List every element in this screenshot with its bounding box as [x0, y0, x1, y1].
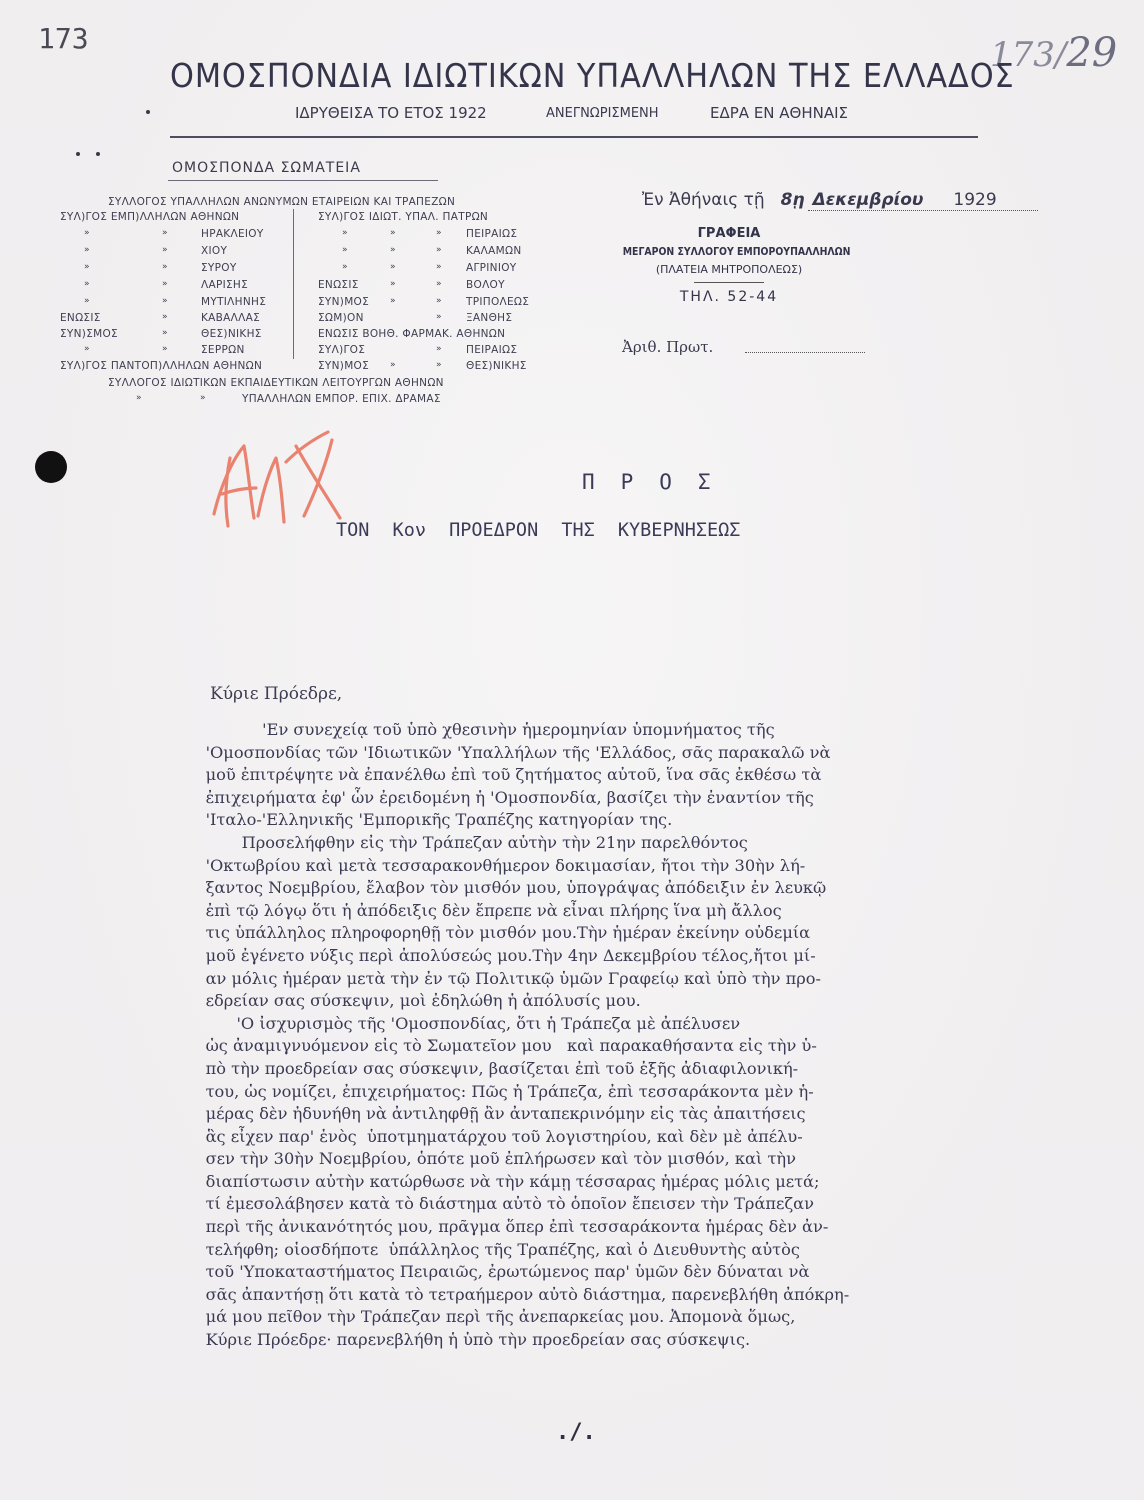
- union-right-1-mark3: »: [436, 228, 442, 238]
- unions-bottom-2: ΥΠΑΛΛΗΛΩΝ ΕΜΠΟΡ. ΕΠΙΧ. ΔΡΑΜΑΣ: [242, 393, 441, 405]
- body-line: τί ἐμεσολάβησεν κατὰ τὸ διάστημα αὐτὸ τὸ ὁποῖον ἔπεισεν τὴν Τράπεζαν: [185, 1194, 814, 1214]
- body-line: πὸ τὴν προεδρείαν σας σύσκεψιν, βασίζεται ἐπὶ τοῦ ἑξῆς ἀδιαφιλονική-: [185, 1058, 799, 1078]
- union-right-3-mark3: »: [436, 262, 442, 272]
- unions-bottom-1: ΣΥΛΛΟΓΟΣ ΙΔΙΩΤΙΚΩΝ ΕΚΠΑΙΔΕΥΤΙΚΩΝ ΛΕΙΤΟΥΡΓΩΝ ΑΘΗΝΩΝ: [108, 377, 444, 389]
- unions-divider: [293, 209, 294, 359]
- body-line: περὶ τῆς ἀνικανότητός μου, πρᾶγμα ὅπερ ἐπὶ τεσσαράκοντα ἡμέρας δὲν ἀν-: [185, 1217, 829, 1237]
- union-right-8-a: ΣΥΛ)ΓΟΣ: [318, 344, 366, 356]
- ink-dot: [146, 110, 150, 114]
- body-line: Προσελήφθην εἰς τὴν Τράπεζαν αὐτὴν τὴν 21ην παρελθόντος: [185, 832, 748, 852]
- body-line: τοῦ 'Υποκαταστήματος Πειραιῶς, ἐρωτώμενος παρ' ὑμῶν δὲν δύναται νὰ: [185, 1262, 810, 1282]
- union-left-5: ΜΥΤΙΛΗΝΗΣ: [201, 296, 267, 308]
- union-left-7: ΘΕΣ)ΝΙΚΗΣ: [201, 328, 262, 340]
- body-line: μοῦ ἐπιτρέψητε νὰ ἐπανέλθω ἐπὶ τοῦ ζητήματος αὐτοῦ, ἵνα σᾶς ἐκθέσω τὰ: [185, 765, 822, 785]
- union-left-1-mark: »: [84, 228, 90, 238]
- union-right-1-mark: »: [342, 228, 348, 238]
- body-line: ξαντος Νοεμβρίου, ἔλαβον τὸν μισθόν μου, ὑπογράψας ἀπόδειξιν ἐν λευκῷ: [185, 878, 827, 898]
- union-right-0: ΣΥΛ)ΓΟΣ ΙΔΙΩΤ. ΥΠΑΛ. ΠΑΤΡΩΝ: [318, 211, 489, 223]
- union-right-8: ΠΕΙΡΑΙΩΣ: [466, 344, 518, 356]
- recognized-text: ΑΝΕΓΝΩΡΙΣΜΕΝΗ: [546, 106, 659, 121]
- union-left-2-mark: »: [84, 245, 90, 255]
- body-line: μοῦ ἐγένετο νύξις περὶ ἀπολύσεώς μου.Τὴν 4ην Δεκεμβρίου τέλος,ἤτοι μί-: [185, 945, 816, 965]
- union-right-6: ΞΑΝΘΗΣ: [466, 312, 513, 324]
- body-line: εδρείαν σας σύσκεψιν, μοὶ ἐδηλώθη ἡ ἀπόλυσίς μου.: [185, 991, 641, 1011]
- body-line: ὡς ἀναμιγνυόμενον εἰς τὸ Σωματεῖον μου καὶ παρακαθήσαντα εἰς τὴν ὑ-: [185, 1036, 817, 1056]
- union-left-7-a: ΣΥΝ)ΣΜΟΣ: [60, 328, 118, 340]
- body-line: διαπίστωσιν αὐτὴν κατώρθωσε νὰ τὴν κάμῃ τέσσαρας ἡμέρας μόλις μετά;: [185, 1171, 820, 1191]
- union-left-3: ΣΥΡΟΥ: [201, 262, 237, 274]
- unions-bottom-mark: »: [136, 393, 142, 403]
- body-line: αν μόλις ἡμέραν μετὰ τὴν ἐν τῷ Πολιτικῷ ὑμῶν Γραφείῳ καὶ ὑπὸ τὴν προ-: [185, 968, 821, 988]
- body-line: σεν τὴν 30ὴν Νοεμβρίου, ὁπότε μοῦ ἐπλήρωσεν καὶ τὸν μισθόν, καὶ τὴν: [185, 1149, 796, 1169]
- union-right-4-a: ΕΝΩΣΙΣ: [318, 279, 359, 291]
- dateline-day: 8ῃ: [780, 190, 805, 210]
- unions-top-line: ΣΥΛΛΟΓΟΣ ΥΠΑΛΛΗΛΩΝ ΑΝΩΝΥΜΩΝ ΕΤΑΙΡΕΙΩΝ ΚΑΙ ΤΡΑΠΕΖΩΝ: [108, 196, 456, 208]
- unions-rule: [168, 180, 438, 181]
- body-line: Κύριε Πρόεδρε· παρενεβλήθη ἡ ὑπὸ τὴν προεδρείαν σας σύσκεψις.: [185, 1330, 751, 1350]
- organization-title: ΟΜΟΣΠΟΝΔΙΑ ΙΔΙΩΤΙΚΩΝ ΥΠΑΛΛΗΛΩΝ ΤΗΣ ΕΛΛΑΔΟΣ: [170, 56, 1015, 95]
- offices-building: ΜΕΓΑΡΟΝ ΣΥΛΛΟΓΟΥ ΕΜΠΟΡΟΥΠΑΛΛΗΛΩΝ: [622, 245, 851, 258]
- union-right-2-mark2: »: [390, 245, 396, 255]
- union-left-0: ΣΥΛ)ΓΟΣ ΕΜΠ)ΛΛΗΛΩΝ ΑΘΗΝΩΝ: [60, 211, 240, 223]
- union-left-5-mark2: »: [162, 296, 168, 306]
- union-left-4-mark: »: [84, 279, 90, 289]
- union-left-8-mark2: »: [162, 344, 168, 354]
- body-line: ἃς εἶχεν παρ' ἑνὸς ὑποτμηματάρχου τοῦ λογιστηρίου, καὶ δὲν μὲ ἀπέλυ-: [185, 1126, 803, 1146]
- body-line: ἐπιχειρήματα ἐφ' ὧν ἐρειδομένη ἡ 'Ομοσπονδία, βασίζει τὴν ἐναντίον τῆς: [185, 787, 814, 807]
- protocol-dotted-line: [745, 352, 865, 354]
- dateline-prefix: Ἐν Ἀθήναις τῇ: [642, 190, 765, 210]
- founded-text: ΙΔΡΥΘΕΙΣΑ ΤΟ ΕΤΟΣ 1922: [295, 104, 487, 122]
- dateline-month: Δεκεμβρίου: [812, 190, 924, 210]
- union-right-5: ΤΡΙΠΟΛΕΩΣ: [466, 296, 530, 308]
- dateline-dotted-line: [808, 210, 1038, 212]
- union-right-3: ΑΓΡΙΝΙΟΥ: [466, 262, 517, 274]
- body-line: μέρας δὲν ἠδυνήθη νὰ ἀντιληφθῇ ἂν ἀνταπεκρινόμην εἰς τὰς ἀπαιτήσεις: [185, 1104, 806, 1124]
- union-left-7-mark: »: [162, 328, 168, 338]
- body-line: μά μου πεῖθον τὴν Τράπεζαν περὶ τῆς ἀνεπαρκείας μου. Ἀπομονὰ ὅμως,: [185, 1307, 796, 1327]
- union-left-2-mark2: »: [162, 245, 168, 255]
- unions-heading: ΟΜΟΣΠΟΝΔΑ ΣΩΜΑΤΕΙΑ: [172, 160, 361, 176]
- union-left-2: ΧΙΟΥ: [201, 245, 228, 257]
- union-left-6-a: ΕΝΩΣΙΣ: [60, 312, 101, 324]
- union-left-6: ΚΑΒΑΛΛΑΣ: [201, 312, 261, 324]
- body-line: τελήφθη; οἱοσδήποτε ὑπάλληλος τῆς Τραπέζης, καὶ ὁ Διευθυντὴς αὐτὸς: [185, 1239, 800, 1259]
- seat-text: ΕΔΡΑ ΕΝ ΑΘΗΝΑΙΣ: [710, 104, 849, 122]
- letter-body: [185, 720, 1130, 1353]
- body-line: 'Οκτωβρίου καὶ μετὰ τεσσαρακονθήμερον δοκιμασίαν, ἤτοι τὴν 30ὴν λή-: [185, 855, 806, 875]
- union-right-6-mark: »: [436, 312, 442, 322]
- union-right-9-a: ΣΥΝ)ΜΟΣ: [318, 360, 370, 372]
- union-right-4-mark2: »: [436, 279, 442, 289]
- union-left-9: ΣΥΛ)ΓΟΣ ΠΑΝΤΟΠ)ΛΛΗΛΩΝ ΑΘΗΝΩΝ: [60, 360, 263, 372]
- dateline-year: 1929: [953, 190, 997, 210]
- ink-dot: [76, 152, 80, 156]
- union-right-2: ΚΑΛΑΜΩΝ: [466, 245, 522, 257]
- union-right-1-mark2: »: [390, 228, 396, 238]
- union-right-5-mark2: »: [436, 296, 442, 306]
- union-right-9: ΘΕΣ)ΝΙΚΗΣ: [466, 360, 527, 372]
- body-line: ἐπὶ τῷ λόγῳ ὅτι ἡ ἀπόδειξις δὲν ἔπρεπε νὰ εἶναι πλήρης ἵνα μὴ ἄλλος: [185, 900, 782, 920]
- addressee-pros: ΠΡΟΣ: [582, 470, 737, 494]
- union-right-1: ΠΕΙΡΑΙΩΣ: [466, 228, 518, 240]
- body-line: 'Ομοσπονδίας τῶν 'Ιδιωτικῶν 'Υπαλλήλων τῆς 'Ελλάδος, σᾶς παρακαλῶ νὰ: [185, 742, 831, 762]
- union-left-5-mark: »: [84, 296, 90, 306]
- union-left-8: ΣΕΡΡΩΝ: [201, 344, 245, 356]
- body-line: 'Ο ἰσχυρισμὸς τῆς 'Ομοσπονδίας, ὅτι ἡ Τράπεζα μὲ ἀπέλυσεν: [185, 1013, 741, 1033]
- offices-rule: [694, 282, 764, 283]
- union-right-9-mark2: »: [436, 360, 442, 370]
- union-left-3-mark2: »: [162, 262, 168, 272]
- addressee-recipient: ΤΟΝ Κον ΠΡΟΕΔΡΟΝ ΤΗΣ ΚΥΒΕΡΝΗΣΕΩΣ: [336, 520, 741, 541]
- body-line: τις ὑπάλληλος πληροφορηθῇ τὸν μισθόν μου.Τὴν ἡμέραν ἐκείνην οὐδεμία: [185, 923, 811, 943]
- union-right-6-a: ΣΩΜ)ΟΝ: [318, 312, 364, 324]
- union-right-3-mark2: »: [390, 262, 396, 272]
- punch-hole: [35, 451, 67, 483]
- union-right-4-mark: »: [390, 279, 396, 289]
- union-right-5-mark: »: [390, 296, 396, 306]
- dateline: [642, 190, 997, 210]
- header-rule: [170, 136, 978, 138]
- union-left-1: ΗΡΑΚΛΕΙΟΥ: [201, 228, 264, 240]
- continued-mark: ./.: [556, 1420, 596, 1445]
- union-right-7: ΕΝΩΣΙΣ ΒΟΗΘ. ΦΑΡΜΑΚ. ΑΘΗΝΩΝ: [318, 328, 506, 340]
- union-left-8-mark: »: [84, 344, 90, 354]
- protocol-number-label: Ἀριθ. Πρωτ.: [622, 338, 714, 356]
- page-number: 173: [38, 22, 89, 55]
- union-left-3-mark: »: [84, 262, 90, 272]
- unions-bottom-mark2: »: [200, 393, 206, 403]
- ink-dot: [96, 152, 100, 156]
- body-line: 'Ιταλο-'Ελληνικῆς 'Εμπορικῆς Τραπέζης κατηγορίαν της.: [185, 810, 673, 830]
- body-line: του, ὡς νομίζει, ἐπιχειρήματος: Πῶς ἡ Τράπεζα, ἐπὶ τεσσαράκοντα μὲν ἡ-: [185, 1081, 814, 1101]
- offices-telephone: ΤΗΛ. 52-44: [679, 289, 779, 305]
- offices-square: (ΠΛΑΤΕΙΑ ΜΗΤΡΟΠΟΛΕΩΣ): [655, 263, 803, 276]
- archive-number-main: 29: [1066, 30, 1118, 76]
- union-right-4: ΒΟΛΟΥ: [466, 279, 505, 291]
- union-left-4: ΛΑΡΙΣΗΣ: [201, 279, 249, 291]
- salutation: Κύριε Πρόεδρε,: [210, 684, 343, 704]
- union-right-8-mark: »: [436, 344, 442, 354]
- union-left-6-mark: »: [162, 312, 168, 322]
- union-right-5-a: ΣΥΝ)ΜΟΣ: [318, 296, 370, 308]
- union-right-2-mark3: »: [436, 245, 442, 255]
- body-line: σᾶς ἀπαντήσῃ ὅτι κατὰ τὸ τετραήμερον αὐτὸ διάστημα, παρενεβλήθη ἀπόκρη-: [185, 1284, 850, 1304]
- offices-heading: ΓΡΑΦΕΙΑ: [697, 226, 761, 241]
- union-right-9-mark: »: [390, 360, 396, 370]
- union-left-1-mark2: »: [162, 228, 168, 238]
- union-left-4-mark2: »: [162, 279, 168, 289]
- body-line: 'Εν συνεχείᾳ τοῦ ὑπὸ χθεσινὴν ἡμερομηνίαν ὑπομνήματος τῆς: [185, 720, 775, 739]
- union-right-2-mark: »: [342, 245, 348, 255]
- archive-number-prefix: 173/: [990, 35, 1067, 75]
- union-right-3-mark: »: [342, 262, 348, 272]
